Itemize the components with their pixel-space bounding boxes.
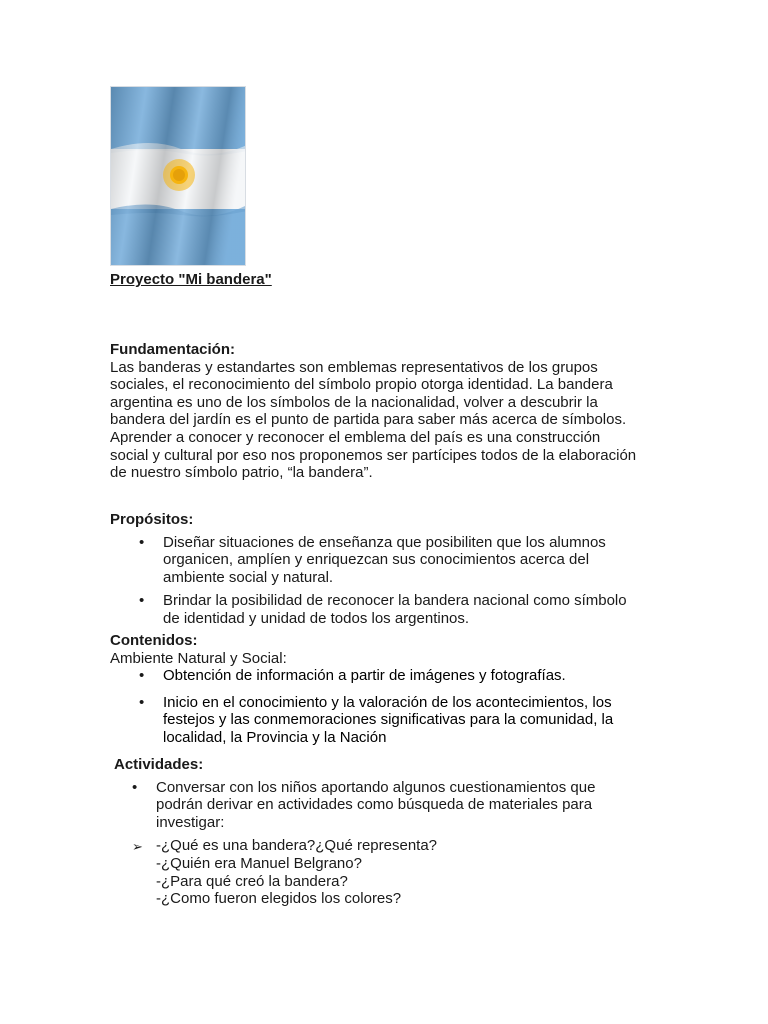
document-title: Proyecto "Mi bandera"	[110, 271, 272, 288]
question-line: -¿Quién era Manuel Belgrano?	[156, 854, 362, 872]
list-item-line: podrán derivar en actividades como búsqueda de materiales para	[156, 796, 593, 814]
paragraph-line: Las banderas y estandartes son emblemas representativos de los grupos	[110, 358, 598, 376]
list-item	[110, 534, 670, 587]
list-item	[110, 694, 670, 747]
list-item	[110, 667, 670, 685]
arrow-bullet-icon: ➢	[132, 839, 143, 855]
list-item-line: Brindar la posibilidad de reconocer la bandera nacional como símbolo	[163, 592, 627, 610]
argentina-flag-image	[110, 86, 246, 266]
list-item-line: investigar:	[156, 813, 225, 831]
list-item-line: de identidad y unidad de todos los argentinos.	[163, 609, 470, 627]
contenidos-heading: Contenidos:	[110, 632, 198, 649]
actividades-heading: Actividades:	[114, 756, 204, 773]
question-line: -¿Qué es una bandera?¿Qué representa?	[156, 837, 438, 855]
paragraph-line: Aprender a conocer y reconocer el emblema del país es una construcción	[110, 428, 601, 446]
actividades-list	[110, 779, 670, 908]
paragraph-line: social y cultural por eso nos proponemos ser partícipes todos de la elaboración	[110, 446, 637, 464]
bullet-dot: •	[139, 592, 145, 610]
flag-graphic	[111, 87, 246, 266]
list-item	[110, 592, 670, 627]
fundamentacion-text	[110, 359, 670, 482]
propositos-section	[110, 511, 670, 628]
paragraph-line: sociales, el reconocimiento del símbolo propio otorga identidad. La bandera	[110, 376, 613, 394]
propositos-heading: Propósitos:	[110, 511, 194, 528]
actividades-section	[110, 756, 670, 908]
contenidos-subheading: Ambiente Natural y Social:	[110, 649, 287, 667]
list-item-line: ambiente social y natural.	[163, 568, 334, 586]
paragraph-line: bandera del jardín es el punto de partida para saber más acerca de símbolos.	[110, 411, 627, 429]
fundamentacion-section	[110, 341, 670, 482]
list-item-line: Obtención de información a partir de imágenes y fotografías.	[163, 667, 566, 685]
paragraph-line: de nuestro símbolo patrio, “la bandera”.	[110, 464, 373, 482]
list-item-line: localidad, la Provincia y la Nación	[163, 728, 387, 746]
question-line: -¿Como fueron elegidos los colores?	[156, 890, 402, 908]
list-item	[110, 779, 670, 832]
bullet-dot: •	[139, 533, 145, 551]
list-item-line: Conversar con los niños aportando algunos cuestionamientos que	[156, 778, 596, 796]
bullet-dot: •	[139, 667, 145, 685]
propositos-list	[110, 534, 670, 628]
contenidos-section	[110, 632, 670, 747]
question-line: -¿Para qué creó la bandera?	[156, 872, 348, 890]
list-item-line: organicen, amplíen y enriquezcan sus conocimientos acerca del	[163, 551, 590, 569]
bullet-dot: •	[132, 778, 138, 796]
bullet-dot: •	[139, 693, 145, 711]
contenidos-list	[110, 667, 670, 746]
sun-of-may-icon	[163, 159, 195, 191]
paragraph-line: argentina es uno de los símbolos de la nacionalidad, volver a descubrir la	[110, 393, 598, 411]
fundamentacion-heading: Fundamentación:	[110, 341, 236, 358]
list-item-line: Diseñar situaciones de enseñanza que posibiliten que los alumnos	[163, 533, 606, 551]
list-item	[110, 837, 670, 907]
list-item-line: festejos y las conmemoraciones significativas para la comunidad, la	[163, 711, 614, 729]
list-item-line: Inicio en el conocimiento y la valoración de los acontecimientos, los	[163, 693, 612, 711]
